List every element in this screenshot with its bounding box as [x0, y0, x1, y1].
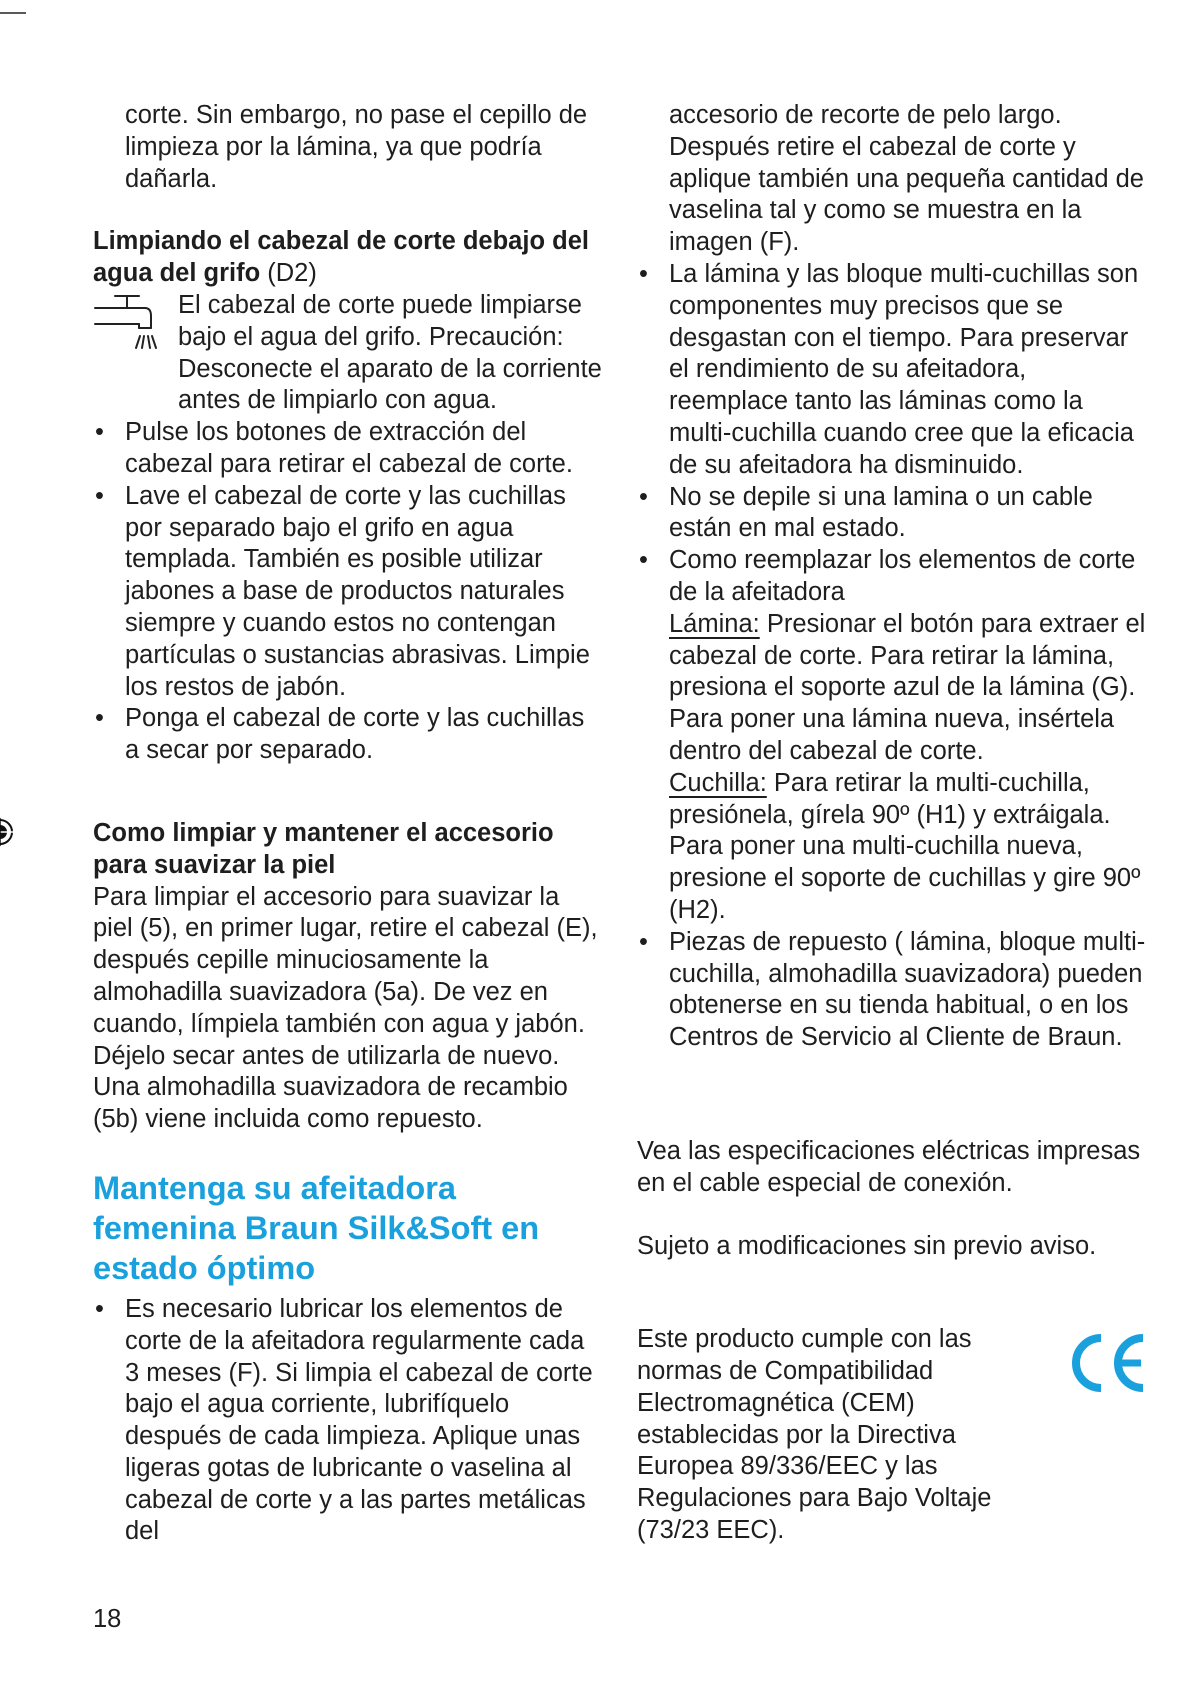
ce-mark-icon — [1065, 1330, 1147, 1396]
list-item: • No se depile si una lamina o un cable están en mal estado. — [637, 482, 1147, 546]
foil-instructions: Lámina: Presionar el botón para extraer el cabezal de corte. Para retirar la lámina, presiona el soporte azul de la lámina (G). Para poner una lámina nueva, insértela dentro del cabezal de corte. — [669, 609, 1146, 765]
right-column — [637, 100, 1147, 1547]
list-item: • Lave el cabezal de corte y las cuchillas por separado bajo el grifo en agua templada. También es posible utilizar jabones a base de productos naturales siempre y cuando estos no contengan partículas o sustancias abrasivas. Limpie los restos de jabón. — [93, 481, 603, 704]
section-heading-tap-cleaning: Limpiando el cabezal de corte debajo del agua del grifo (D2) — [93, 227, 589, 288]
tap-warning — [93, 290, 603, 417]
registration-mark-icon — [0, 818, 14, 846]
left-column — [93, 100, 603, 1548]
blade-instructions: Cuchilla: Para retirar la multi-cuchilla, presiónela, gírela 90º (H1) y extráigala. Para poner una multi-cuchilla nueva, presione el soporte de cuchillas y gire 90º (H2). — [669, 768, 1141, 924]
electrical-specs-text: Vea las especificaciones eléctricas impresas en el cable especial de conexión. — [637, 1136, 1141, 1197]
notice-text: Sujeto a modificaciones sin previo aviso. — [637, 1231, 1097, 1260]
section-heading-maintenance: Mantenga su afeitadora femenina Braun Silk&Soft en estado óptimo — [93, 1169, 540, 1286]
foil-label: Lámina: — [669, 609, 760, 638]
ce-compliance-text: Este producto cumple con las normas de Compatibilidad Electromagnética (CEM) establecidas por la Directiva Europea 89/336/EEC y las Regulaciones para Bajo Voltaje (73/23 EEC). — [637, 1325, 992, 1545]
skin-accessory-paragraph: Para limpiar el accesorio para suavizar la piel (5), en primer lugar, retire el cabezal (E), después cepille minuciosamente la almohadilla suavizadora (5a). De vez en cuando, límpiela también con agua y jabón. Déjelo secar antes de utilizarla de nuevo. — [93, 882, 598, 1070]
replace-intro: • Como reemplazar los elementos de corte de la afeitadora — [669, 546, 1136, 606]
crop-mark-icon — [0, 0, 26, 14]
list-item: • La lámina y las bloque multi-cuchillas son componentes muy precisos que se desgastan con el tiempo. Para preservar el rendimiento de su afeitadora, reemplace tanto las láminas como la multi-cuchilla cuando cree que la eficacia de su afeitadora ha disminuido. — [637, 259, 1147, 482]
water-tap-icon — [93, 292, 165, 362]
blade-label: Cuchilla: — [669, 768, 767, 797]
lubrication-continuation: accesorio de recorte de pelo largo. Después retire el cabezal de corte y aplique también una pequeña cantidad de vaselina tal y como se muestra en la imagen (F). — [669, 101, 1144, 257]
replacement-pad-paragraph: Una almohadilla suavizadora de recambio (5b) viene incluida como repuesto. — [93, 1073, 568, 1134]
list-item: • Piezas de repuesto ( lámina, bloque multi-cuchilla, almohadilla suavizadora) pueden obtenerse en su tienda habitual, o en los Centros de Servicio al Cliente de Braun. — [637, 927, 1147, 1054]
list-item-replace-parts — [637, 545, 1147, 927]
intro-continuation: corte. Sin embargo, no pase el cepillo de limpieza por la lámina, ya que podría dañarla. — [125, 101, 588, 193]
list-item: • Ponga el cabezal de corte y las cuchillas a secar por separado. — [93, 703, 603, 767]
list-item: • Pulse los botones de extracción del cabezal para retirar el cabezal de corte. — [93, 417, 603, 481]
tap-warning-text: El cabezal de corte puede limpiarse bajo el agua del grifo. Precaución: Desconecte el aparato de la corriente antes de limpiarlo con agua. — [178, 290, 602, 415]
ce-compliance-block — [637, 1324, 1147, 1547]
section-heading-skin-accessory: Como limpiar y mantener el accesorio para suavizar la piel — [93, 818, 554, 879]
list-item: • Es necesario lubricar los elementos de corte de la afeitadora regularmente cada 3 meses (F). Si limpia el cabezal de corte bajo el agua corriente, lubrifíquelo después de cada limpieza. Aplique unas ligeras gotas de lubricante o vaselina al cabezal de corte y a las partes metálicas del — [93, 1294, 603, 1548]
page-number: 18 — [93, 1605, 122, 1633]
